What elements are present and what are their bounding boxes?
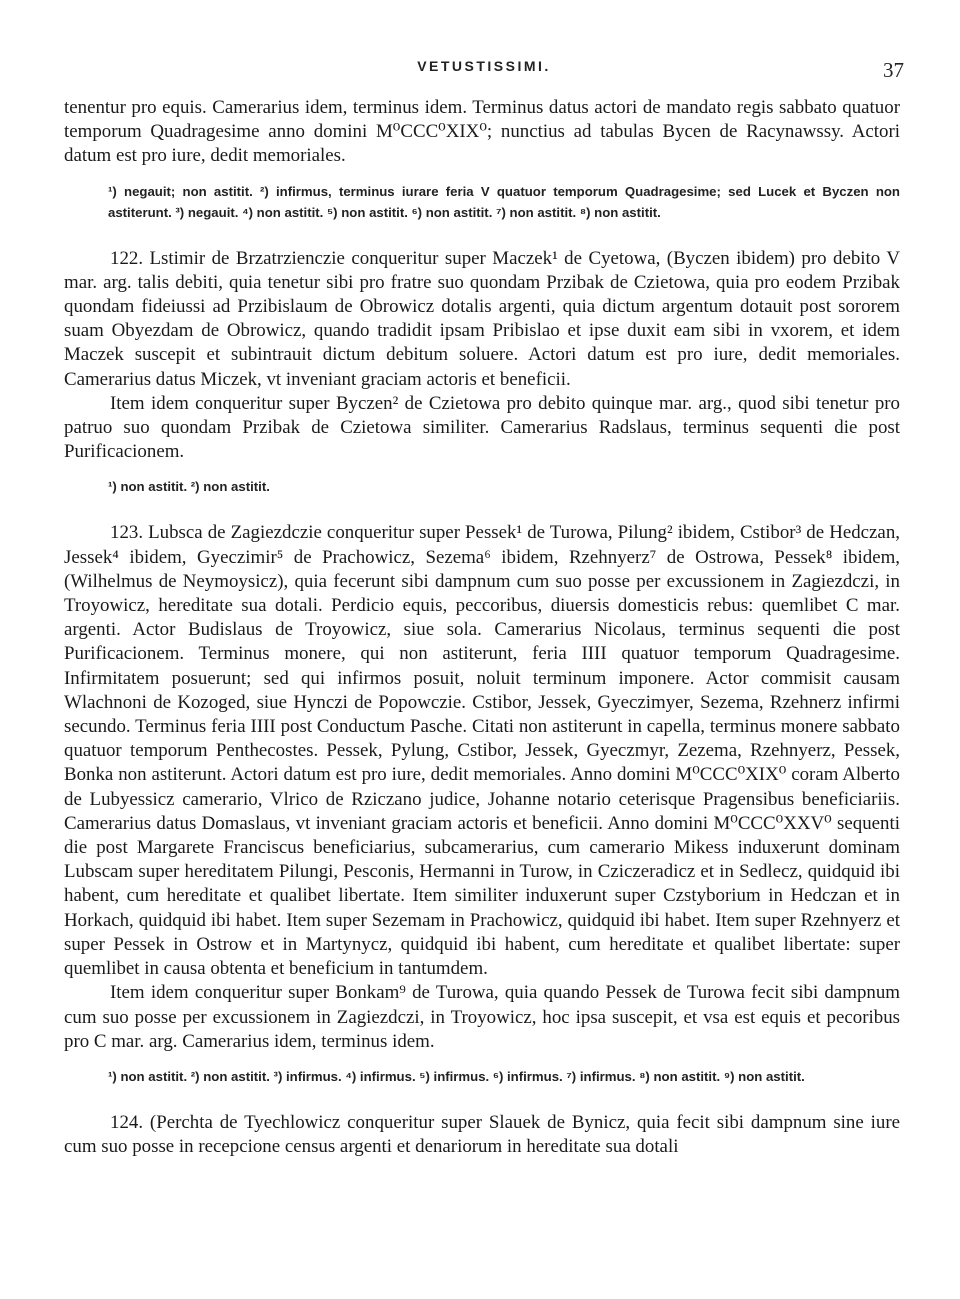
spacer (64, 223, 900, 247)
entry-123-paragraph: 123. Lubsca de Zagiezdczie conqueritur super Pessek¹ de Turowa, Pilung² ibidem, Cstibor³ de Hedczan, Jessek⁴ ibidem, Gyeczimir⁵ de Prachowicz, Sezema⁶ ibidem, Rzehnyerz⁷ de Ostrowa, Pessek⁸ ibidem, (Wilhelmus de Neymoysicz), quia fecerunt sibi dampnum cum suo posse per excussionem in Zagiezdczi, in Troyowicz, hereditate sua dotali. Perdicio equis, peccoribus, diuersis domesticis rebus: quemlibet C mar. argenti. Actor Budislaus de Troyowicz, siue sola. Camerarius Nicolaus, terminus sequenti die post Purificacionem. Terminus monere, qui non astiterunt, feria IIII quatuor temporum Quadragesime. Infirmitatem posuerunt; sed qui infirmos posuit, noluit terminum imponere. Actor commisit causam Wlachnoni de Kozoged, siue Hynczi de Popowczie. Cstibor, Jessek, Gyeczimyer, Sezema, Rzehnerz infirmi secundo. Terminus feria IIII post Conductum Pasche. Citati non astiterunt in capella, terminus monere sabbato quatuor temporum Penthecostes. Pessek, Pylung, Cstibor, Jessek, Gyeczmyr, Zezema, Rzehnyerz, Pessek, Bonka non astiterunt. Actori datum est pro iure, dedit memoriales. Anno domini M⁰CCC⁰XIX⁰ coram Alberto de Lubyessicz camerario, Vlrico de Rziczano judice, Johanne notario ceterisque Pragensibus beneficiariis. Camerarius datus Domaslaus, vt inveniant graciam actoris et beneficii. Anno domini M⁰CCC⁰XXV⁰ sequenti die post Margarete Franciscus beneficiarius, subcamerarius, cum camerario Mikess induxerunt dominam Lubscam super hereditatem Pilungi, Pesconis, Hermanni in Turow, in Cziczeradicz et in Sedlecz, quidquid ibi habent, cum hereditate et qualibet libertate. Item similiter induxerunt super Czstyborium in Hedczan et in Horkach, quidquid ibi habet. Item super Sezemam in Prachowicz, quidquid ibi habet. Item super Rzehnyerz et super Pessek in Ostrow et in Martynycz, quidquid ibi habent, cum hereditate et qualibet libertate: super quemlibet in causa obtenta et beneficium in tantumdem. (64, 522, 900, 980)
footnotes-intro: ¹) negauit; non astitit. ²) infirmus, terminus iurare feria V quatuor temporum Quadragesime; sed Lucek et Byczen non astiterunt. ³) negauit. ⁴) non astitit. ⁵) non astitit. ⁶) non astitit. ⁷) non astitit. ⁸) non astitit. (108, 183, 900, 220)
spacer (64, 1087, 900, 1111)
page-header (64, 52, 904, 82)
paragraph-intro: tenentur pro equis. Camerarius idem, terminus idem. Terminus datus actori de mandato regis sabbato quatuor temporum Quadragesime anno domini M⁰CCC⁰XIX⁰; nunctius ad tabulas Bycen de Racynawssy. Actori datum est pro iure, dedit memoriales. (64, 97, 900, 167)
entry-122-paragraph: 122. Lstimir de Brzatrzienczie conqueritur super Maczek¹ de Cyetowa, (Byczen ibidem) pro debito V mar. arg. talis debiti, quia tenetur sibi pro fratre suo quondam Przibak de Czietowa, quia pro eodem Przibak quondam fideiussi ad Przibislaum de Obrowicz dotalis argenti, quia dictum argentum dotauit post sororem suam Obyezdam de Obrowicz, quando tradidit ipsam Pribislao et ipse duxit eam sibi in vxorem, et idem Maczek suscepit et subintrauit dictum debitum soluere. Actori datum est pro iure, dedit memoriales. Camerarius datus Miczek, vt inveniant graciam actoris et beneficii. (64, 247, 900, 390)
spacer (64, 497, 900, 521)
page-number: 37 (883, 58, 904, 82)
entry-122-item-paragraph: Item idem conqueritur super Byczen² de Czietowa pro debito quinque mar. arg., quod sibi tenetur pro patruo suo quondam Przibak de Czietowa similiter. Camerarius Radslaus, terminus sequenti die post Purificacionem. (64, 392, 900, 463)
footnotes-122: ¹) non astitit. ²) non astitit. (108, 479, 270, 495)
footnotes-123: ¹) non astitit. ²) non astitit. ³) infirmus. ⁴) infirmus. ⁵) infirmus. ⁶) infirmus. ⁷) infirmus. ⁸) non astitit. ⁹) non astitit. (108, 1068, 805, 1084)
running-head: VETUSTISSIMI. (417, 58, 551, 74)
entry-123-item-paragraph: Item idem conqueritur super Bonkam⁹ de Turowa, quia quando Pessek de Turowa fecit sibi dampnum cum suo posse per excussionem in Zagiezdczi, in Troyowicz, hoc ipsa suscepit, et vsa est equis et pecoribus pro C mar. arg. Camerarius idem, terminus idem. (64, 982, 900, 1052)
entry-124-paragraph: 124. (Perchta de Tyechlowicz conqueritur super Slauek de Bynicz, quia fecit sibi dampnum sine iure cum suo posse in recepcione census argenti et denariorum in hereditate sua dotali (64, 1111, 900, 1158)
document-body (64, 96, 900, 1159)
